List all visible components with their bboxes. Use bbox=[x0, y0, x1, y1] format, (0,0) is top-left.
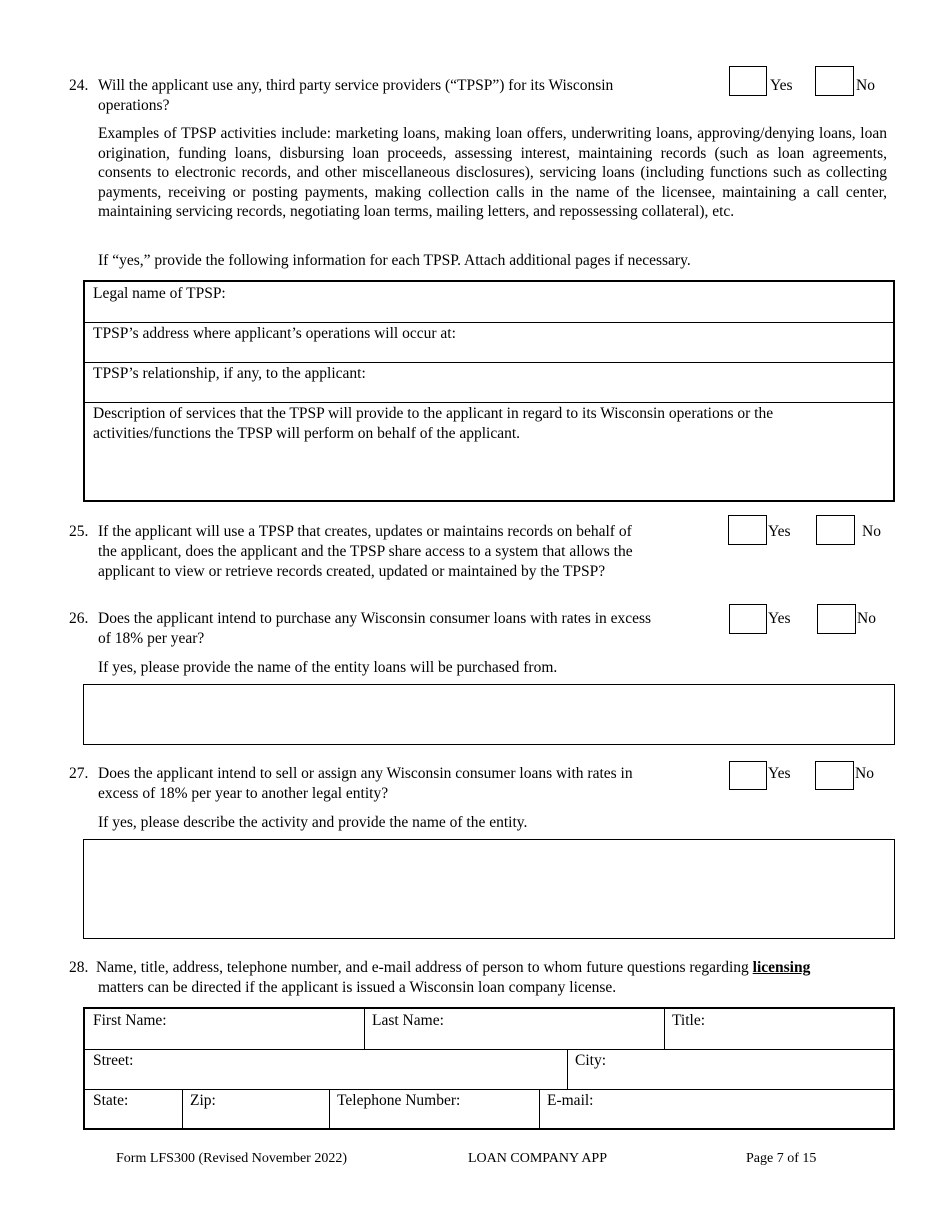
first-name-field[interactable]: First Name: bbox=[93, 1012, 167, 1029]
q28-question-line1 bbox=[96, 958, 810, 978]
footer-form-id: Form LFS300 (Revised November 2022) bbox=[116, 1151, 347, 1166]
q25-question-line2: the applicant, does the applicant and the TPSP share access to a system that allows the bbox=[98, 543, 633, 560]
q25-yes-label: Yes bbox=[768, 523, 791, 540]
email-field[interactable]: E-mail: bbox=[547, 1092, 594, 1109]
q24-instruction: If “yes,” provide the following information for each TPSP. Attach additional pages if necessary. bbox=[98, 252, 691, 269]
q26-no-checkbox[interactable] bbox=[817, 604, 856, 634]
q26-number: 26. bbox=[69, 610, 89, 627]
q26-yes-checkbox[interactable] bbox=[729, 604, 767, 634]
q28-number: 28. bbox=[69, 959, 89, 976]
zip-field[interactable]: Zip: bbox=[190, 1092, 216, 1109]
q26-question-line1: Does the applicant intend to purchase any Wisconsin consumer loans with rates in excess bbox=[98, 610, 652, 627]
q24-number: 24. bbox=[69, 77, 89, 94]
q24-tpsp-table bbox=[83, 280, 895, 502]
street-field[interactable]: Street: bbox=[93, 1052, 134, 1069]
q24-no-checkbox[interactable] bbox=[815, 66, 854, 96]
q27-activity-input-box[interactable] bbox=[83, 839, 895, 939]
q27-yes-checkbox[interactable] bbox=[729, 761, 767, 790]
state-field[interactable]: State: bbox=[93, 1092, 129, 1109]
q28-licensing-emphasis: licensing bbox=[752, 959, 811, 976]
last-name-field[interactable]: Last Name: bbox=[372, 1012, 444, 1029]
q28-contact-table bbox=[83, 1007, 895, 1130]
q24-yes-checkbox[interactable] bbox=[729, 66, 767, 96]
q26-question-line2: of 18% per year? bbox=[98, 630, 205, 647]
footer-center-title: LOAN COMPANY APP bbox=[468, 1151, 608, 1166]
q27-question-line2: excess of 18% per year to another legal entity? bbox=[98, 785, 389, 802]
q24-question-line2: operations? bbox=[98, 97, 170, 114]
tpsp-description-field-line2: activities/functions the TPSP will perform on behalf of the applicant. bbox=[93, 425, 521, 442]
footer-page-number: Page 7 of 15 bbox=[746, 1151, 817, 1166]
tpsp-relationship-field[interactable]: TPSP’s relationship, if any, to the applicant: bbox=[93, 365, 366, 382]
q24-question-line1: Will the applicant use any, third party service providers (“TPSP”) for its Wisconsin bbox=[98, 77, 614, 94]
city-field[interactable]: City: bbox=[575, 1052, 607, 1069]
q26-yes-label: Yes bbox=[768, 610, 791, 627]
q27-yes-label: Yes bbox=[768, 765, 791, 782]
q24-yes-label: Yes bbox=[770, 77, 793, 94]
tpsp-legal-name-field[interactable]: Legal name of TPSP: bbox=[93, 285, 226, 302]
q28-question-line2: matters can be directed if the applicant is issued a Wisconsin loan company license. bbox=[98, 979, 617, 996]
q26-no-label: No bbox=[857, 610, 876, 627]
q25-no-label: No bbox=[862, 523, 881, 540]
q27-instruction: If yes, please describe the activity and provide the name of the entity. bbox=[98, 814, 528, 831]
q24-examples-paragraph: Examples of TPSP activities include: marketing loans, making loan offers, underwriting loans, approving/denying loans, loan origination, funding loans, disbursing loan proceeds, assessing interest, maintaining records (such as loan agreements, consents to electronic records, and other miscellaneous disclosures), servicing loans (including functions such as collecting payments, receiving or posting payments, making collection calls in the name of the licensee, maintaining a call center, maintaining servicing records, negotiating loan terms, mailing letters, and repossessing collateral), etc. bbox=[98, 125, 887, 220]
tpsp-address-field[interactable]: TPSP’s address where applicant’s operations will occur at: bbox=[93, 325, 456, 342]
q24-no-label: No bbox=[856, 77, 875, 94]
q25-question-line3: applicant to view or retrieve records created, updated or maintained by the TPSP? bbox=[98, 563, 606, 580]
q27-question-line1: Does the applicant intend to sell or assign any Wisconsin consumer loans with rates in bbox=[98, 765, 633, 782]
telephone-field[interactable]: Telephone Number: bbox=[337, 1092, 461, 1109]
q25-yes-checkbox[interactable] bbox=[728, 515, 767, 545]
q27-no-label: No bbox=[855, 765, 874, 782]
q25-question-line1: If the applicant will use a TPSP that creates, updates or maintains records on behalf of bbox=[98, 523, 632, 540]
title-field[interactable]: Title: bbox=[672, 1012, 706, 1029]
q26-entity-input-box[interactable] bbox=[83, 684, 895, 745]
tpsp-description-field-line1[interactable]: Description of services that the TPSP will provide to the applicant in regard to its Wisconsin operations or the bbox=[93, 405, 774, 422]
q27-number: 27. bbox=[69, 765, 89, 782]
q26-instruction: If yes, please provide the name of the entity loans will be purchased from. bbox=[98, 659, 558, 676]
q28-question-line1-text: Name, title, address, telephone number, and e-mail address of person to whom future questions regarding bbox=[96, 959, 749, 976]
q27-no-checkbox[interactable] bbox=[815, 761, 854, 790]
q25-no-checkbox[interactable] bbox=[816, 515, 855, 545]
q25-number: 25. bbox=[69, 523, 89, 540]
